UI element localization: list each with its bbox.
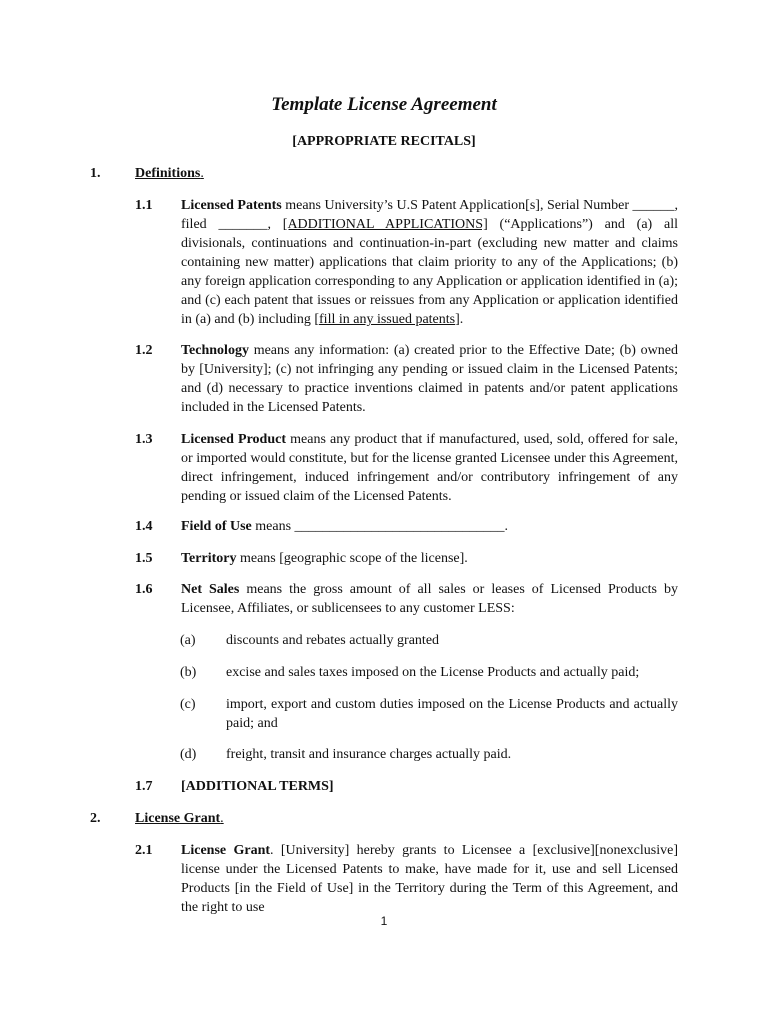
clause-number: 1.4 (135, 519, 153, 534)
clause-1-2 (135, 341, 678, 417)
clause-number: 1.6 (135, 582, 153, 597)
deduction-text: excise and sales taxes imposed on the License Products and actually paid; (226, 665, 640, 680)
recitals-heading: [APPROPRIATE RECITALS] (292, 134, 476, 149)
clause-number: 1.2 (135, 343, 153, 358)
section-number: 1. (90, 166, 101, 181)
clause-text: means any information: (a) created prior to the Effective Date; (b) owned by [University]; (c) not infringing any pending or issued claim in the Licensed Patents; and (d) necessary to practice inventions claimed in patents and/or patent applications included in the Licensed Patents. (181, 343, 678, 415)
clause-text: . [University] hereby grants to Licensee a [exclusive][nonexclusive] license under the Licensed Patents to make, have made for it, use and sell Licensed Products [in the Field of Use] in the Territory during the Term of this Agreement, and the right to use (181, 843, 678, 915)
clause-text: means [geographic scope of the license]. (236, 551, 468, 566)
clause-text: means University’s U.S Patent Application[s], Serial Number ______, filed _______, (181, 198, 679, 232)
deduction-item-d (180, 745, 678, 764)
section-number: 2. (90, 811, 101, 826)
clause-number: 1.3 (135, 432, 153, 447)
clause-2-1 (135, 841, 678, 917)
clause-text: means ______________________________. (251, 519, 509, 534)
clause-text: means any product that if manufactured, used, sold, offered for sale, or imported would constitute, but for the license granted Licensee under this Agreement, direct infringement, induced infringement and/or contributory infringement of any pending or issued claim of the Licensed Patents. (181, 432, 679, 504)
clause-number: 1.7 (135, 779, 153, 794)
defined-term: Net Sales (181, 582, 240, 597)
clause-1-3 (135, 430, 678, 506)
clause-1-4 (135, 517, 678, 536)
document-title: Template License Agreement (271, 94, 497, 115)
clause-1-1 (135, 196, 678, 329)
deduction-text: freight, transit and insurance charges actually paid. (226, 747, 512, 762)
deduction-text: import, export and custom duties imposed on the License Products and actually paid; and (226, 697, 678, 731)
clause-text-underlined: fill in any issued patents (319, 312, 456, 327)
clause-number: 1.5 (135, 551, 153, 566)
section-title: License Grant (135, 811, 221, 826)
clause-number: 1.1 (135, 198, 153, 213)
deduction-label: (d) (180, 747, 197, 762)
deduction-label: (b) (180, 665, 197, 680)
defined-term: Technology (181, 343, 249, 358)
deduction-text: discounts and rebates actually granted (226, 633, 440, 648)
clause-text-underlined: [ADDITIONAL APPLICATIONS] (282, 217, 488, 232)
clause-number: 2.1 (135, 843, 153, 858)
defined-term: Territory (181, 551, 237, 566)
clause-1-6 (135, 580, 678, 618)
defined-term: Licensed Patents (181, 198, 282, 213)
deduction-item-a (180, 631, 678, 650)
clause-1-7 (135, 777, 678, 796)
deduction-label: (c) (180, 697, 196, 712)
deduction-item-c (180, 695, 678, 733)
section-title-suffix: . (220, 811, 224, 826)
clause-text: ]. (455, 312, 464, 327)
defined-term: [ADDITIONAL TERMS] (181, 779, 334, 794)
defined-term: Field of Use (181, 519, 252, 534)
clause-text: (“Applications”) and (a) all divisionals, continuations and continuation-in-part (excluding new matter and claims containing new matter) applications that claim priority to any of the Applications; (b) any foreign application corresponding to any Application or application identified in (a); and (c) each patent that issues or reissues from any Application or application identified in (a) and (b) including [ (181, 217, 679, 327)
clause-1-5 (135, 549, 678, 568)
section-title-suffix: . (200, 166, 204, 181)
deduction-item-b (180, 663, 678, 682)
section-title: Definitions (135, 166, 201, 181)
defined-term: License Grant (181, 843, 271, 858)
clause-text: means the gross amount of all sales or leases of Licensed Products by Licensee, Affiliates, or sublicensees to any customer LESS: (181, 582, 679, 616)
deduction-label: (a) (180, 633, 196, 648)
defined-term: Licensed Product (181, 432, 286, 447)
page-number: 1 (380, 914, 388, 928)
